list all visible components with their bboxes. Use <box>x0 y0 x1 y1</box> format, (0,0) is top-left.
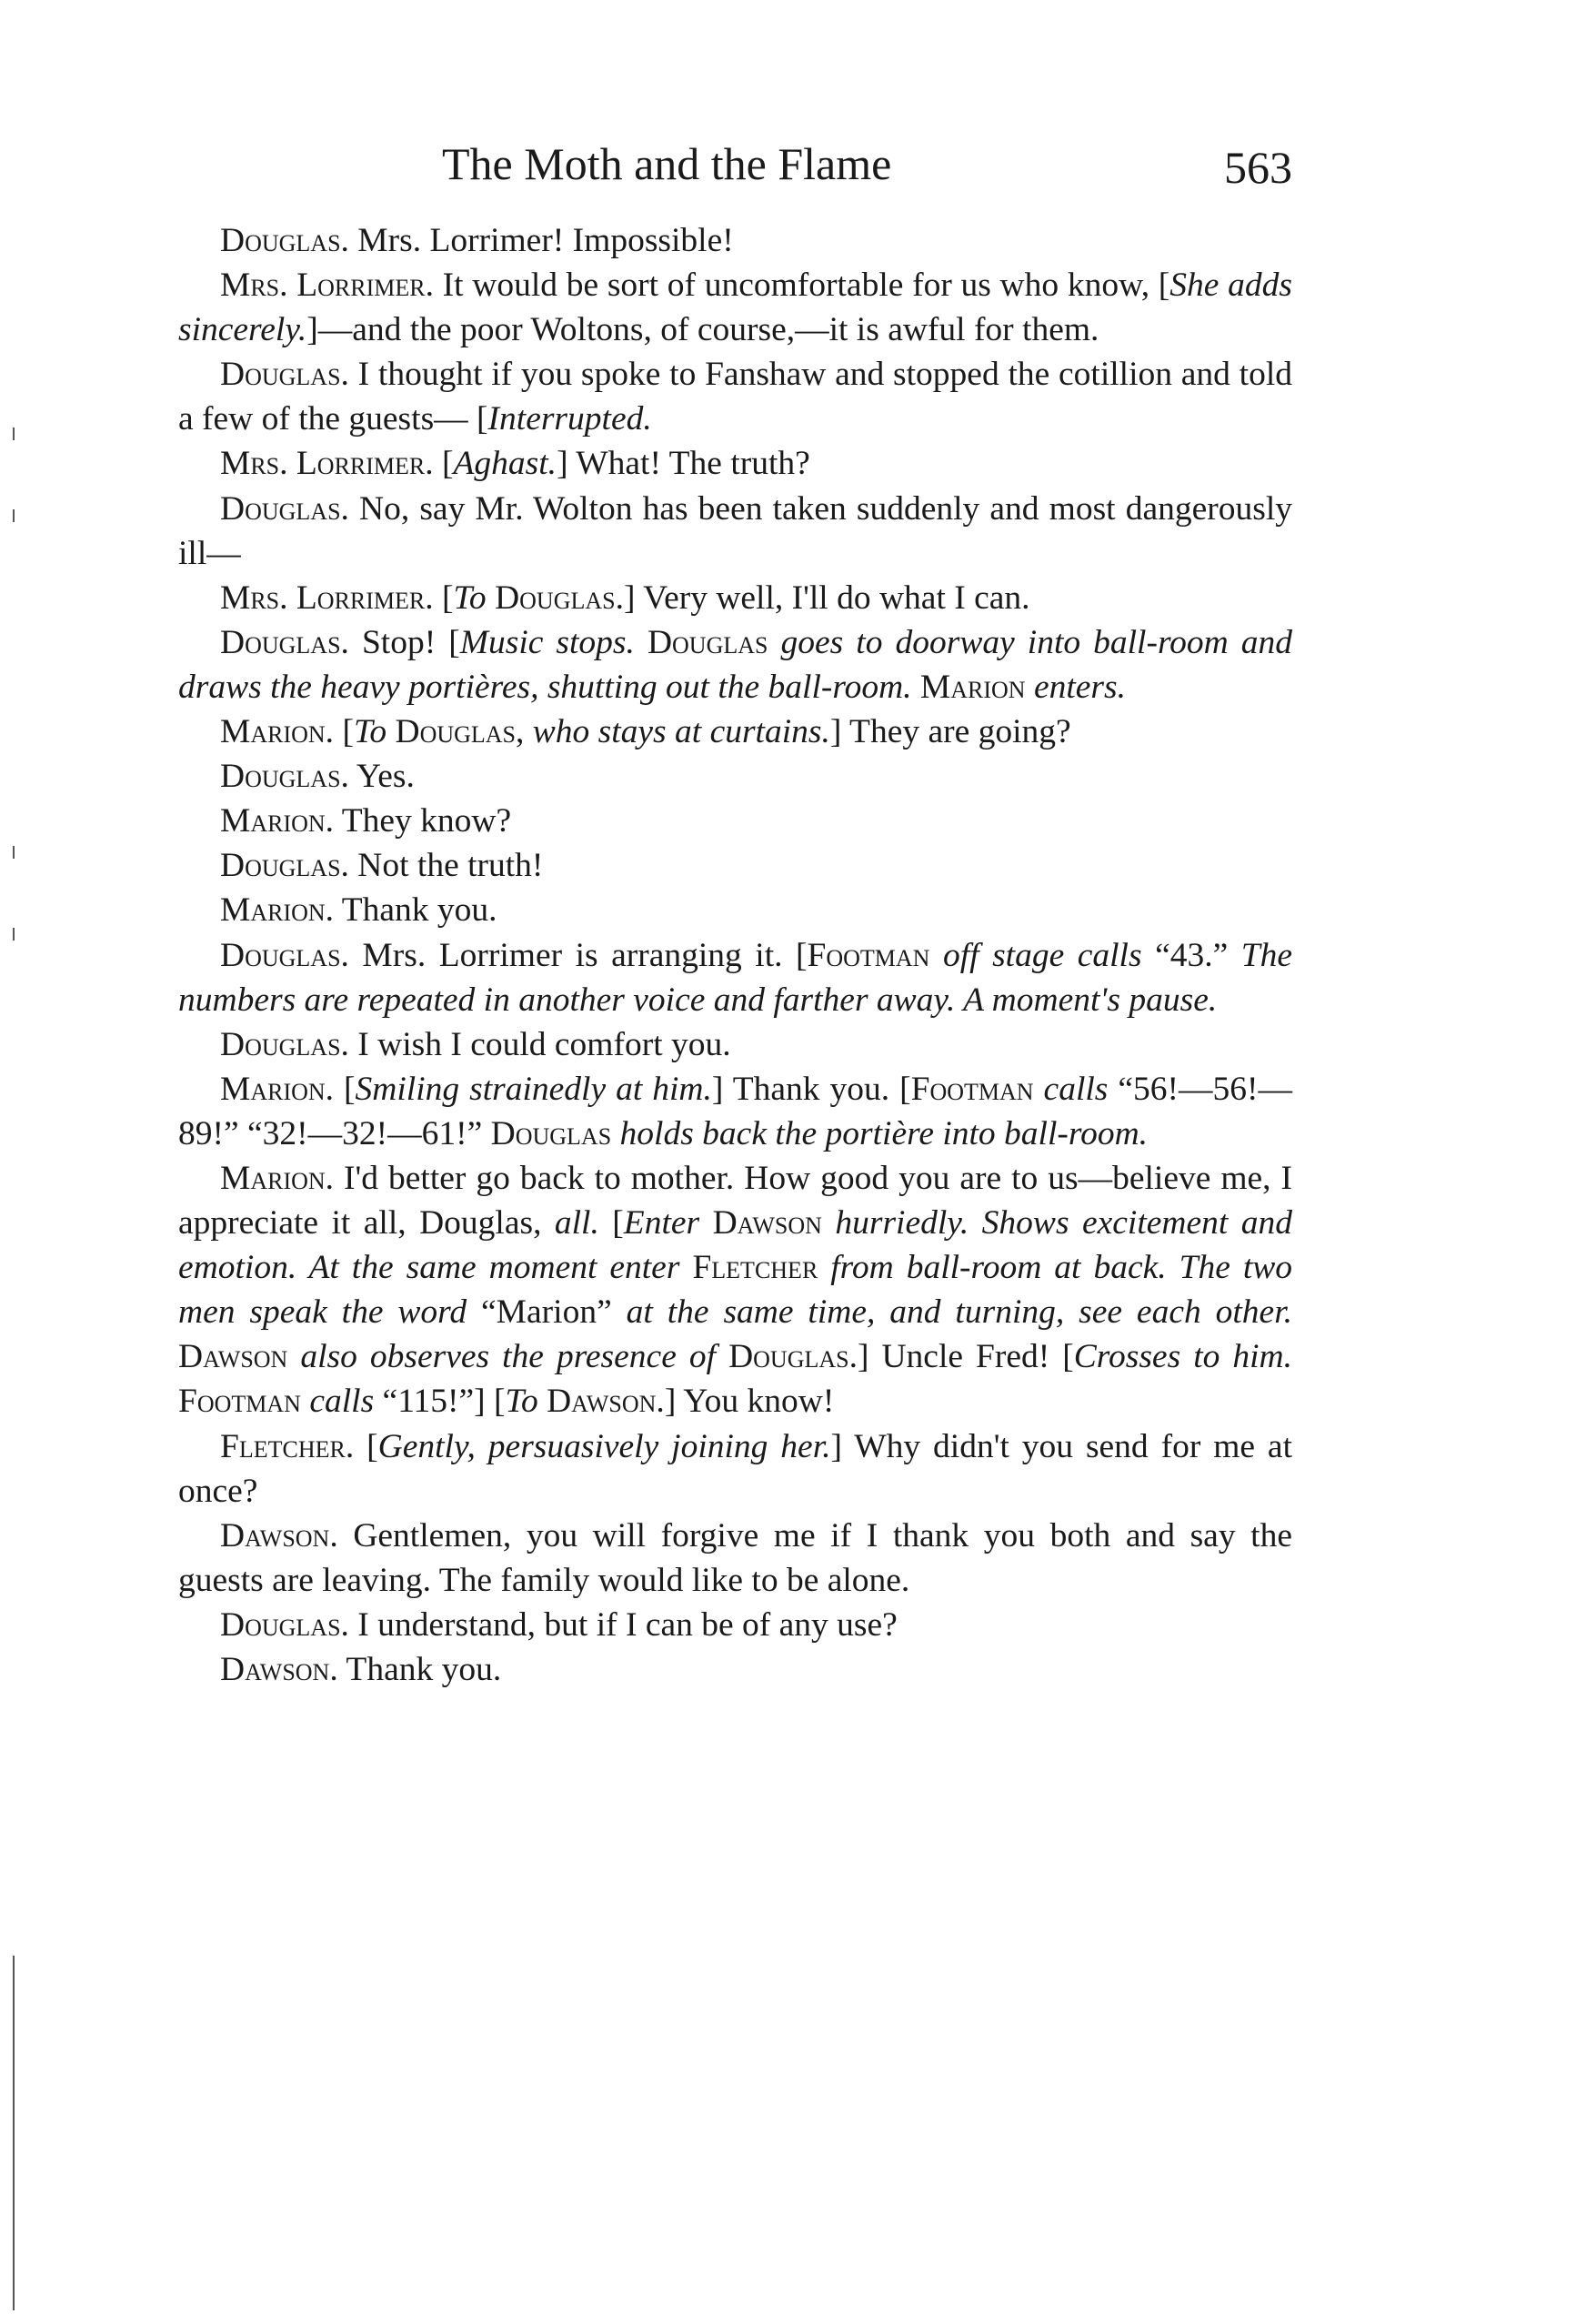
dialogue-paragraph <box>178 263 1292 352</box>
scan-edge-mark <box>13 928 15 941</box>
dialogue-paragraph <box>178 1156 1292 1424</box>
dialogue-text: [ <box>354 1427 378 1465</box>
speaker-name: Mrs. Lorrimer. <box>220 578 434 617</box>
stage-direction: off stage calls <box>929 936 1142 974</box>
dialogue-paragraph <box>178 933 1292 1022</box>
stage-direction: To <box>353 713 387 751</box>
speaker-name: Douglas. <box>220 222 349 259</box>
dialogue-paragraph <box>178 799 1292 843</box>
stage-direction: To <box>505 1383 538 1421</box>
speaker-name: Footman <box>178 1383 301 1421</box>
speaker-name: Douglas. <box>728 1338 858 1376</box>
dialogue-paragraph <box>178 1022 1292 1067</box>
speaker-name: Marion. <box>220 1070 335 1108</box>
dialogue-text: “Marion” <box>467 1293 627 1332</box>
dialogue-paragraph <box>178 1647 1292 1692</box>
dialogue-text: They know? <box>334 802 512 840</box>
speaker-name: Douglas. <box>220 1605 349 1644</box>
dialogue-text: Thank you. <box>337 1651 502 1688</box>
running-title: The Moth and the Flame <box>442 138 892 189</box>
dialogue-paragraph <box>178 1603 1292 1647</box>
speaker-name: Marion. <box>220 891 335 930</box>
speaker-name: Dawson <box>178 1338 288 1376</box>
stage-direction: goes to doorway into ball-room and draws the heavy portières, shutting out the ball-room. <box>178 623 1293 706</box>
speaker-name: Dawson. <box>547 1383 665 1421</box>
speaker-name: Douglas, <box>395 713 525 751</box>
stage-direction: all. <box>554 1204 599 1243</box>
dialogue-text: ] Uncle Fred! [ <box>857 1338 1074 1376</box>
stage-direction: who stays at curtains. <box>524 713 830 751</box>
speaker-name: Dawson. <box>220 1516 338 1554</box>
speaker-name: Douglas. <box>220 623 349 661</box>
stage-direction: Enter <box>623 1204 700 1243</box>
dialogue-text <box>635 624 647 661</box>
dialogue-text: [ <box>334 1070 356 1108</box>
speaker-name: Marion. <box>220 713 335 751</box>
dialogue-text: I understand, but if I can be of any use? <box>348 1605 898 1644</box>
speaker-name: Mrs. Lorrimer. <box>220 445 434 483</box>
dialogue-text: ] Very well, I'll do what I can. <box>623 578 1030 617</box>
stage-direction: Crosses to him. <box>1073 1338 1293 1376</box>
dialogue-text: “56!—56!—89!” “32!—32!—61!” <box>178 1070 1293 1152</box>
dialogue-text: ] Why didn't you send for me at once? <box>178 1427 1292 1510</box>
stage-direction: hurriedly. Shows excitement and emotion. At the same moment enter <box>178 1204 1292 1287</box>
dialogue-text: No, say Mr. Wolton has been taken suddenly and most dangerously ill— <box>178 489 1292 572</box>
dialogue-paragraph <box>178 1514 1292 1603</box>
dialogue-paragraph <box>178 218 1292 263</box>
dialogue-paragraph <box>178 1067 1292 1156</box>
speaker-name: Fletcher <box>692 1249 818 1287</box>
play-text <box>178 218 1292 1692</box>
scan-edge-mark <box>13 509 15 522</box>
stage-direction: Gently, persuasively joining her. <box>377 1427 831 1465</box>
dialogue-paragraph <box>178 888 1292 932</box>
page-number: 563 <box>1224 142 1292 193</box>
dialogue-paragraph <box>178 1424 1292 1514</box>
dialogue-text: [ <box>334 713 354 751</box>
dialogue-text: Mrs. Lorrimer! Impossible! <box>348 222 734 259</box>
stage-direction: Music stops. <box>459 623 635 661</box>
speaker-name: Douglas. <box>220 847 349 885</box>
dialogue-paragraph <box>178 843 1292 888</box>
stage-direction: Interrupted. <box>487 400 652 438</box>
dialogue-text: ] They are going? <box>829 713 1071 751</box>
dialogue-text: Yes. <box>348 758 415 796</box>
page-header <box>178 136 1292 218</box>
dialogue-text <box>699 1204 712 1242</box>
stage-direction: enters. <box>1025 668 1126 706</box>
stage-direction: calls <box>300 1383 375 1421</box>
dialogue-text <box>538 1383 547 1420</box>
dialogue-text: Gentlemen, you will forgive me if I thank you both and say the guests are leaving. The family would like to be alone. <box>178 1516 1292 1599</box>
speaker-name: Douglas. <box>220 356 349 394</box>
speaker-name: Footman <box>807 936 930 974</box>
dialogue-paragraph <box>178 620 1292 709</box>
dialogue-text: “115!”] [ <box>374 1383 506 1421</box>
speaker-name: Douglas. <box>220 489 349 528</box>
dialogue-text: I wish I could comfort you. <box>348 1025 731 1063</box>
book-page <box>178 136 1292 1692</box>
stage-direction: To <box>453 578 487 617</box>
dialogue-text: [ <box>433 578 454 617</box>
dialogue-paragraph <box>178 709 1292 754</box>
dialogue-text: Thank you. <box>334 891 497 930</box>
stage-direction: at the same time, and turning, see each other. <box>626 1293 1293 1332</box>
dialogue-paragraph <box>178 487 1292 576</box>
dialogue-text: I'd better go back to mother. How good you are to us—believe me, I appreciate it all, Douglas, <box>178 1159 1292 1243</box>
speaker-name: Douglas. <box>220 758 349 796</box>
dialogue-text: ] Thank you. [ <box>711 1070 911 1108</box>
speaker-name: Dawson. <box>220 1651 338 1688</box>
speaker-name: Footman <box>910 1070 1034 1108</box>
speaker-name: Fletcher. <box>220 1427 355 1465</box>
dialogue-text: [ <box>598 1204 624 1243</box>
speaker-name: Marion. <box>220 1159 335 1197</box>
stage-direction: holds back the portière into ball-room. <box>611 1114 1149 1152</box>
stage-direction: She adds sincerely. <box>178 267 1292 349</box>
speaker-name: Douglas. <box>220 936 349 974</box>
dialogue-text: Stop! [ <box>348 623 460 661</box>
dialogue-text: ] You know! <box>664 1383 835 1421</box>
scan-edge-mark <box>13 1956 15 2310</box>
dialogue-text: I thought if you spoke to Fanshaw and stopped the cotillion and told a few of the guests— [ <box>178 356 1292 438</box>
speaker-name: Douglas <box>647 623 768 661</box>
dialogue-text: [ <box>433 445 454 483</box>
speaker-name: Marion. <box>220 802 335 840</box>
scan-edge-mark <box>13 428 15 440</box>
stage-direction: Smiling strainedly at him. <box>355 1070 712 1108</box>
stage-direction: from ball-room at back. The two men speak the word <box>178 1249 1293 1332</box>
dialogue-text: Mrs. Lorrimer is arranging it. [ <box>348 936 808 974</box>
dialogue-paragraph <box>178 576 1292 620</box>
stage-direction: Aghast. <box>453 445 557 483</box>
dialogue-text <box>679 1249 692 1286</box>
stage-direction: The numbers are repeated in another voice and farther away. A moment's pause. <box>178 936 1292 1019</box>
speaker-name: Marion <box>919 668 1026 706</box>
dialogue-text: “43.” <box>1141 936 1241 974</box>
speaker-name: Douglas <box>490 1114 612 1152</box>
speaker-name: Douglas. <box>495 578 624 617</box>
stage-direction: also observes the presence of <box>287 1338 717 1376</box>
dialogue-text: ] What! The truth? <box>557 445 810 483</box>
dialogue-paragraph <box>178 441 1292 486</box>
dialogue-paragraph <box>178 352 1292 441</box>
dialogue-text: It would be sort of uncomfortable for us who know, [ <box>433 267 1170 305</box>
scan-edge-mark <box>13 846 15 859</box>
speaker-name: Douglas. <box>220 1025 349 1063</box>
dialogue-text <box>487 579 495 617</box>
stage-direction: calls <box>1033 1070 1109 1108</box>
dialogue-text <box>912 669 920 706</box>
speaker-name: Dawson <box>712 1204 822 1243</box>
speaker-name: Mrs. Lorrimer. <box>220 267 434 305</box>
dialogue-text <box>716 1338 728 1375</box>
dialogue-text: ]—and the poor Woltons, of course,—it is awful for them. <box>306 311 1099 349</box>
dialogue-text: Not the truth! <box>348 847 544 885</box>
dialogue-paragraph <box>178 754 1292 799</box>
